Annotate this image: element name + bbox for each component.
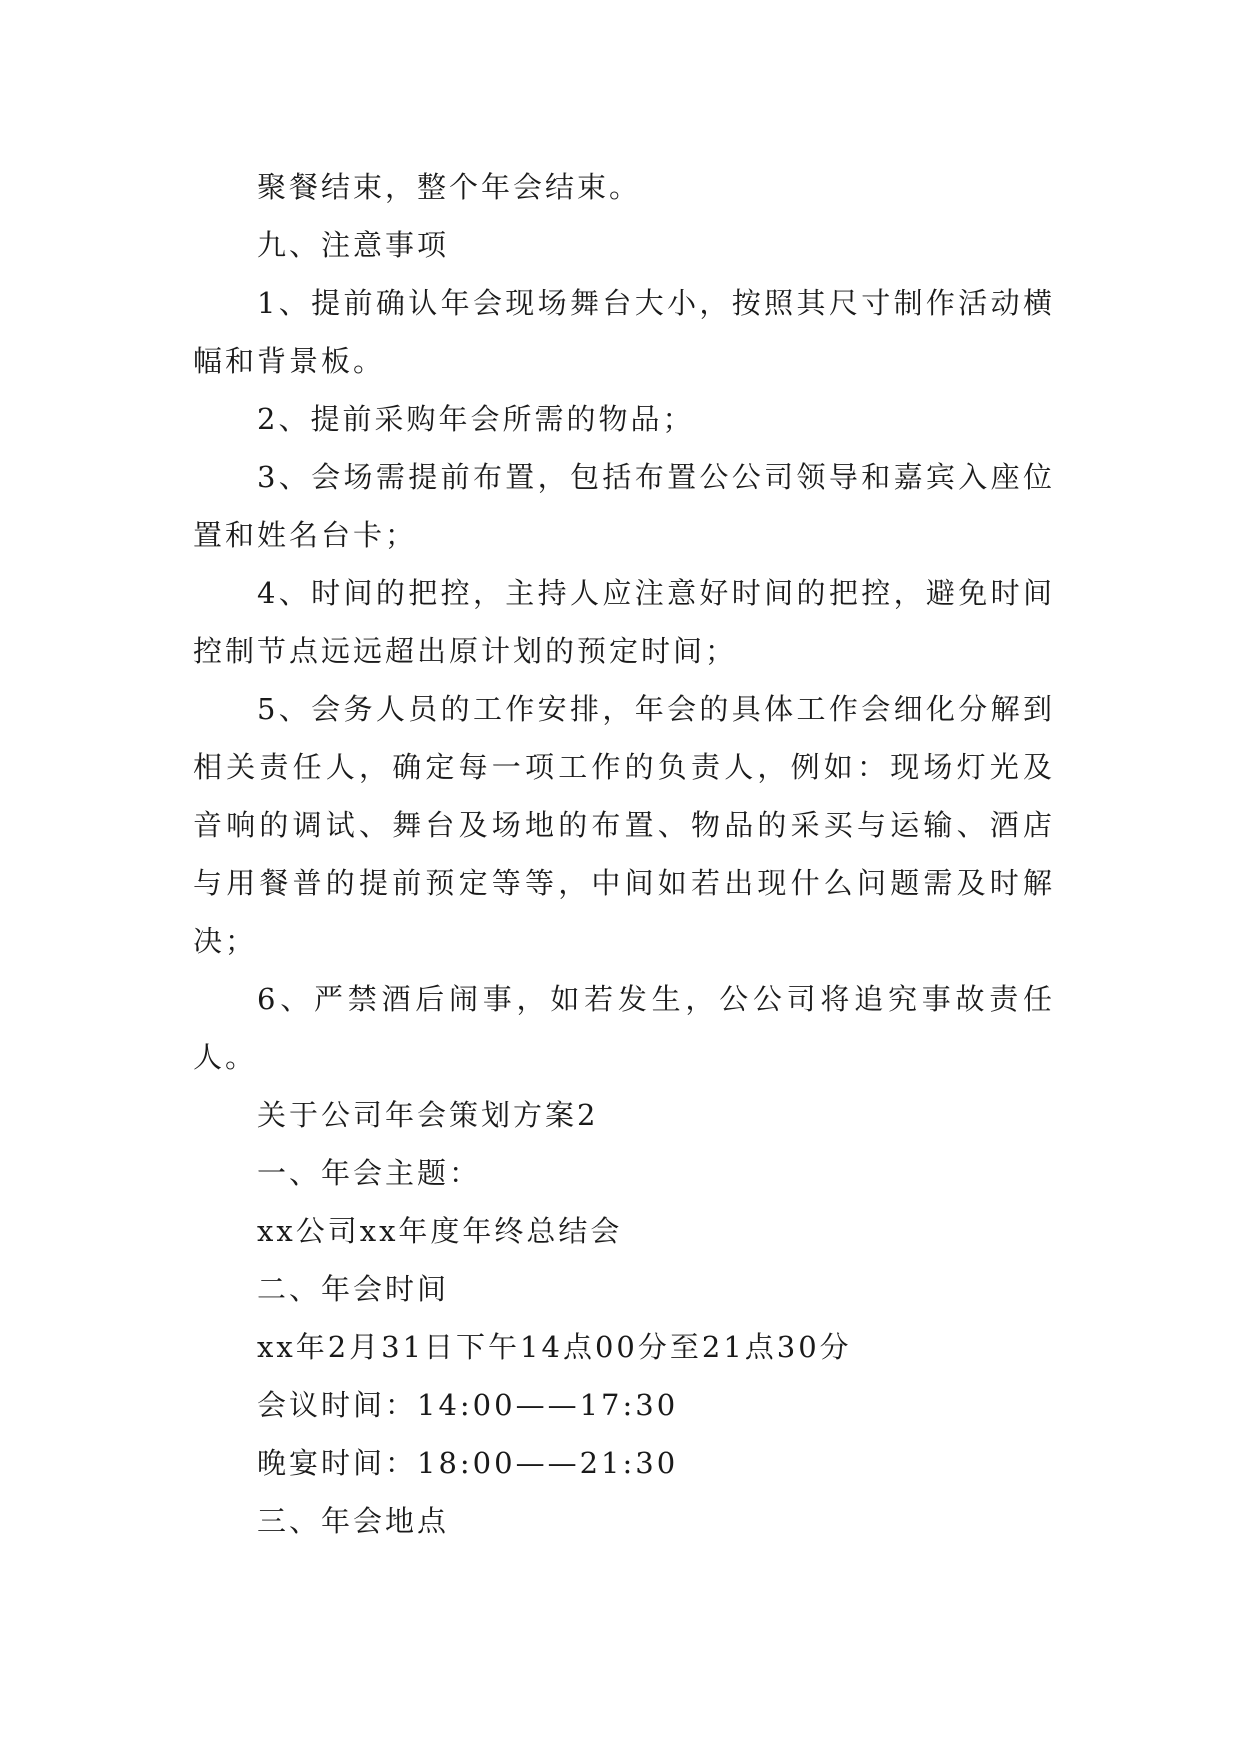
section-title-plan-2: 关于公司年会策划方案2 xyxy=(257,1098,599,1132)
heading-theme: 一、年会主题： xyxy=(257,1156,482,1190)
heading-notes: 九、注意事项 xyxy=(257,228,450,262)
note-item-4: 4、时间的把控，主持人应注意好时间的把控，避免时间控制节点远远超出原计划的预定时间； xyxy=(193,576,1055,668)
note-item-5: 5、会务人员的工作安排，年会的具体工作会细化分解到相关责任人，确定每一项工作的负责人，例如：现场灯光及音响的调试、舞台及场地的布置、物品的采买与运输、酒店与用餐普的提前预定等等，中间如若出现什么问题需及时解决； xyxy=(193,692,1055,958)
heading-venue: 三、年会地点 xyxy=(257,1504,450,1538)
note-item-1: 1、提前确认年会现场舞台大小，按照其尺寸制作活动横幅和背景板。 xyxy=(193,286,1055,378)
heading-time: 二、年会时间 xyxy=(257,1272,450,1306)
note-item-3: 3、会场需提前布置，包括布置公公司领导和嘉宾入座位置和姓名台卡； xyxy=(193,460,1055,552)
paragraph-party-end: 聚餐结束，整个年会结束。 xyxy=(257,170,642,204)
time-range-text: xx年2月31日下午14点00分至21点30分 xyxy=(257,1330,852,1364)
meeting-time-text: 会议时间：14:00——17:30 xyxy=(257,1388,679,1422)
document-body xyxy=(193,158,1055,1550)
note-item-6: 6、严禁酒后闹事，如若发生，公公司将追究事故责任人。 xyxy=(193,982,1055,1074)
note-item-2: 2、提前采购年会所需的物品； xyxy=(257,402,695,436)
theme-text: xx公司xx年度年终总结会 xyxy=(257,1214,623,1248)
banquet-time-text: 晚宴时间：18:00——21:30 xyxy=(257,1446,679,1480)
